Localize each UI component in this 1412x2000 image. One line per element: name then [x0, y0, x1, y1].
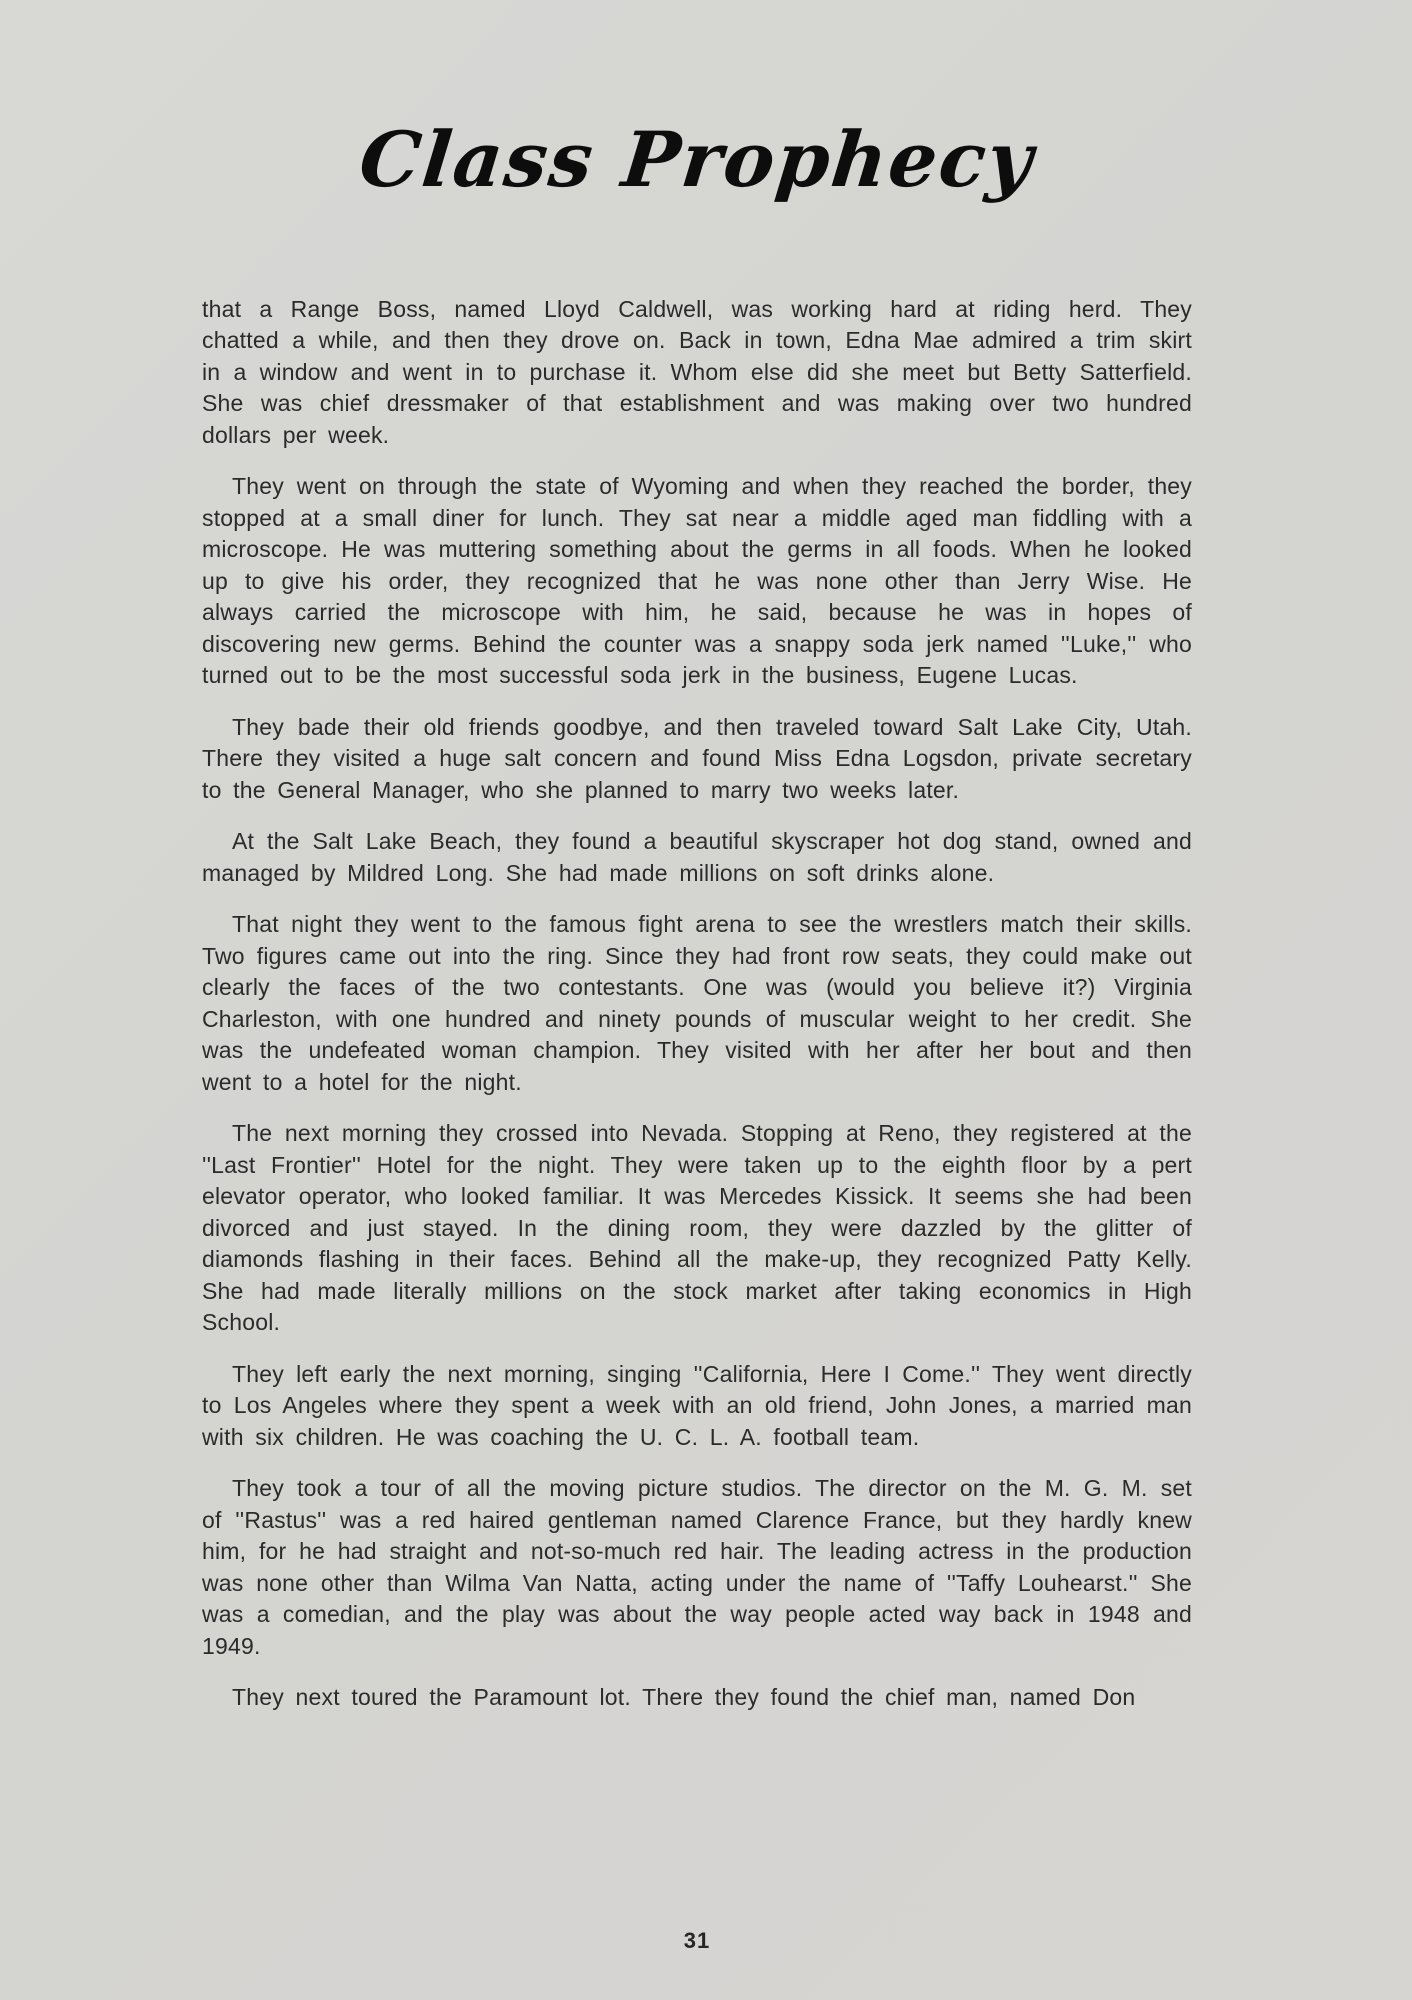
page-content	[202, 0, 1192, 1734]
prophecy-text	[202, 294, 1192, 1714]
page-title: Class Prophecy	[355, 115, 1039, 204]
body-paragraph: They left early the next morning, singing ''California, Here I Come.'' They went directly to Los Angeles where they spent a week with an old friend, John Jones, a married man with six children. He was coaching the U. C. L. A. football team.	[202, 1360, 1192, 1450]
body-paragraph: They bade their old friends goodbye, and then traveled toward Salt Lake City, Utah. There they visited a huge salt concern and found Miss Edna Logsdon, private secretary to the General Manager, who she planned to marry two weeks later.	[202, 713, 1192, 803]
page-number: 31	[683, 1928, 711, 1953]
body-paragraph: that a Range Boss, named Lloyd Caldwell, was working hard at riding herd. They chatted a while, and then they drove on. Back in town, Edna Mae admired a trim skirt in a window and went in to purchase it. Whom else did she meet but Betty Satterfield. She was chief dressmaker of that establishment and was making over two hundred dollars per week.	[202, 295, 1192, 448]
body-paragraph: The next morning they crossed into Nevada. Stopping at Reno, they registered at the ''Last Frontier'' Hotel for the night. They were taken up to the eighth floor by a pert elevator operator, who looked familiar. It was Mercedes Kissick. It seems she had been divorced and just stayed. In the dining room, they were dazzled by the glitter of diamonds flashing in their faces. Behind all the make-up, they recognized Patty Kelly. She had made literally millions on the stock market after taking economics in High School.	[202, 1120, 1192, 1336]
body-paragraph: They next toured the Paramount lot. There they found the chief man, named Don	[232, 1684, 1136, 1711]
body-paragraph: At the Salt Lake Beach, they found a beautiful skyscraper hot dog stand, owned and managed by Mildred Long. She had made millions on soft drinks alone.	[202, 828, 1192, 886]
body-paragraph: That night they went to the famous fight arena to see the wrestlers match their skills. Two figures came out into the ring. Since they had front row seats, they could make out clearly the faces of the two contestants. One was (would you believe it?) Virginia Charleston, with one hundred and ninety pounds of muscular weight to her credit. She was the undefeated woman champion. They visited with her after her bout and then went to a hotel for the night.	[202, 911, 1192, 1095]
body-paragraph: They went on through the state of Wyoming and when they reached the border, they stopped at a small diner for lunch. They sat near a middle aged man fiddling with a microscope. He was muttering something about the germs in all foods. When he looked up to give his order, they recognized that he was none other than Jerry Wise. He always carried the microscope with him, he said, because he was in hopes of discovering new germs. Behind the counter was a snappy soda jerk named ''Luke,'' who turned out to be the most successful soda jerk in the business, Eugene Lucas.	[202, 473, 1192, 689]
body-paragraph: They took a tour of all the moving picture studios. The director on the M. G. M. set of ''Rastus'' was a red haired gentleman named Clarence France, but they hardly knew him, for he had straight and not-so-much red hair. The leading actress in the production was none other than Wilma Van Natta, acting under the name of ''Taffy Louhearst.'' She was a comedian, and the play was about the way people acted way back in 1948 and 1949.	[202, 1475, 1192, 1659]
